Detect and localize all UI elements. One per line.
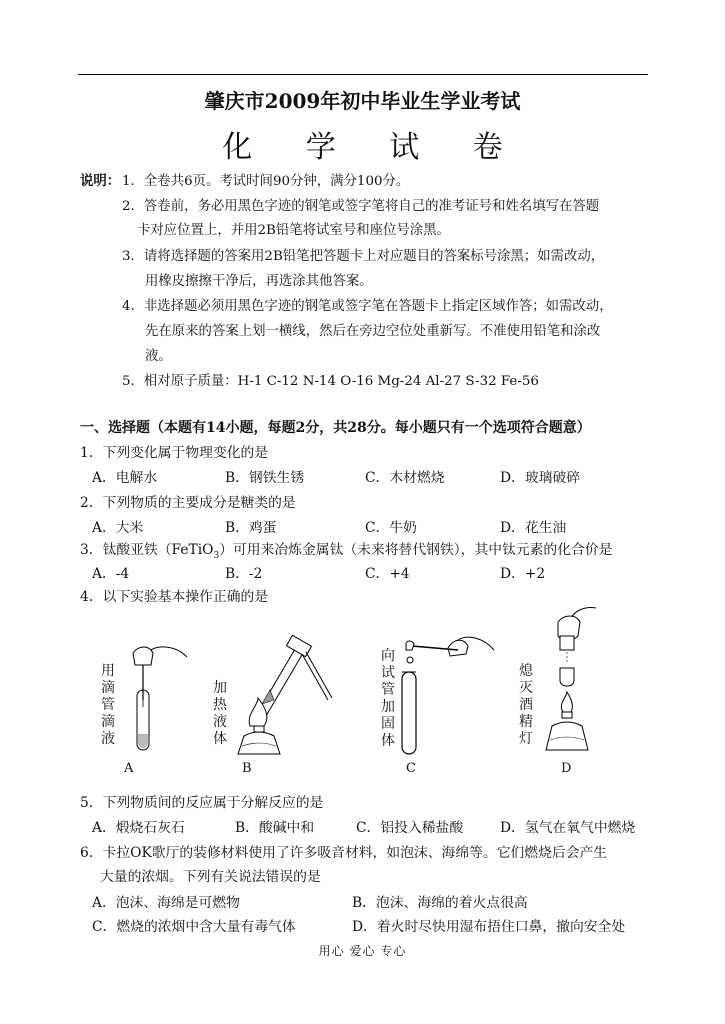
question-6-option-c: C．燃烧的浓烟中含大量有毒气体 [92,919,296,935]
question-5-option-b: B．酸碱中和 [235,820,315,836]
question-2-option-a: A．大米 [92,520,144,536]
question-4-stem: 4．以下实验基本操作正确的是 [80,589,269,605]
question-3-option-a: A．-4 [92,566,130,582]
question-5-stem: 5．下列物质间的反应属于分解反应的是 [80,795,324,811]
figure-c-label: 向试管加固体 [381,648,395,749]
section-heading: 一、选择题（本题有14小题，每题2分，共28分。每小题只有一个选项符合题意） [80,420,591,436]
question-6-option-a: A．泡沫、海绵是可燃物 [92,895,240,911]
question-6-option-d: D．着火时尽快用湿布捂住口鼻，撤向安全处 [352,919,626,935]
question-2-stem: 2．下列物质的主要成分是糖类的是 [80,495,296,511]
question-2-option-b: B．鸡蛋 [225,520,277,536]
question-1-option-d: D．玻璃破碎 [500,470,581,486]
question-3-stem-post: ）可用来冶炼金属钛（未来将替代钢铁），其中钛元素的化合价是 [219,542,613,558]
figure-d-extinguish-illustration [530,600,610,760]
figure-b-heating-illustration [228,630,338,760]
page-footer: 用心 爱心 专心 [318,944,407,958]
instruction-4-line2: 先在原来的答案上划一横线，然后在旁边空位处重新写。不准使用铅笔和涂改 [145,324,601,339]
header-rule [78,74,648,75]
question-5-option-d: D．氢气在氧气中燃烧 [500,820,636,836]
question-3-subscript: 3 [213,550,220,561]
question-6-stem-line1: 6．卡拉OK歌厅的装修材料使用了许多吸音材料，如泡沫、海绵等。它们燃烧后会产生 [80,845,608,861]
question-1-option-a: A．电解水 [92,470,158,486]
question-3-option-b: B．-2 [225,566,263,582]
question-3-stem [80,538,612,561]
exam-subtitle: 化 学 试 卷 [222,130,525,165]
question-1-option-b: B．钢铁生锈 [225,470,305,486]
question-5-option-a: A．煅烧石灰石 [92,820,185,836]
instructions-label: 说明： [80,173,121,189]
question-5-option-c: C．铝投入稀盐酸 [356,820,464,836]
instruction-4-line1: 4．非选择题必须用黑色字迹的钢笔或签字笔在答题卡上指定区域作答；如需改动， [122,299,613,314]
question-1-option-c: C．木材燃烧 [365,470,445,486]
figure-d-caption: D [561,761,572,776]
question-6-option-b: B．泡沫、海绵的着火点很高 [352,895,528,911]
question-1-stem: 1．下列变化属于物理变化的是 [80,445,269,461]
figure-b-label: 加热液体 [213,680,227,747]
question-2-option-c: C．牛奶 [365,520,417,536]
instruction-3-line1: 3．请将选择题的答案用2B铅笔把答题卡上对应题目的答案标号涂黑；如需改动， [122,249,605,264]
instruction-5: 5．相对原子质量：H-1 C-12 N-14 O-16 Mg-24 Al-27 S-32 Fe-56 [122,374,539,389]
figure-d-label: 熄灭酒精灯 [519,663,533,747]
question-3-option-c: C．+4 [365,566,410,582]
instruction-2-line1: 2．答卷前，务必用黑色字迹的钢笔或签字笔将自己的准考证号和姓名填写在答题 [122,199,600,214]
figure-a-caption: A [124,761,134,776]
instruction-1: 1．全卷共6页。考试时间90分钟，满分100分。 [122,174,410,189]
figure-c-caption: C [406,761,416,776]
instruction-4-line3: 液。 [145,349,172,364]
question-3-stem-pre: 3．钛酸亚铁（FeTiO [80,542,214,558]
question-2-option-d: D．花生油 [500,520,567,536]
question-3-option-d: D．+2 [500,566,546,582]
figure-c-add-solid-illustration [398,620,508,760]
question-6-stem-line2: 大量的浓烟。下列有关说法错误的是 [100,869,321,885]
figure-b-caption: B [242,761,252,776]
exam-title: 肇庆市2009年初中毕业生学业考试 [204,89,521,113]
figure-a-dropper-illustration [115,635,195,760]
figure-a-label: 用滴管滴液 [101,663,115,747]
instruction-2-line2: 卡对应位置上，并用2B铅笔将试室号和座位号涂黑。 [137,223,450,238]
instruction-3-line2: 用橡皮擦擦干净后，再选涂其他答案。 [145,274,373,289]
